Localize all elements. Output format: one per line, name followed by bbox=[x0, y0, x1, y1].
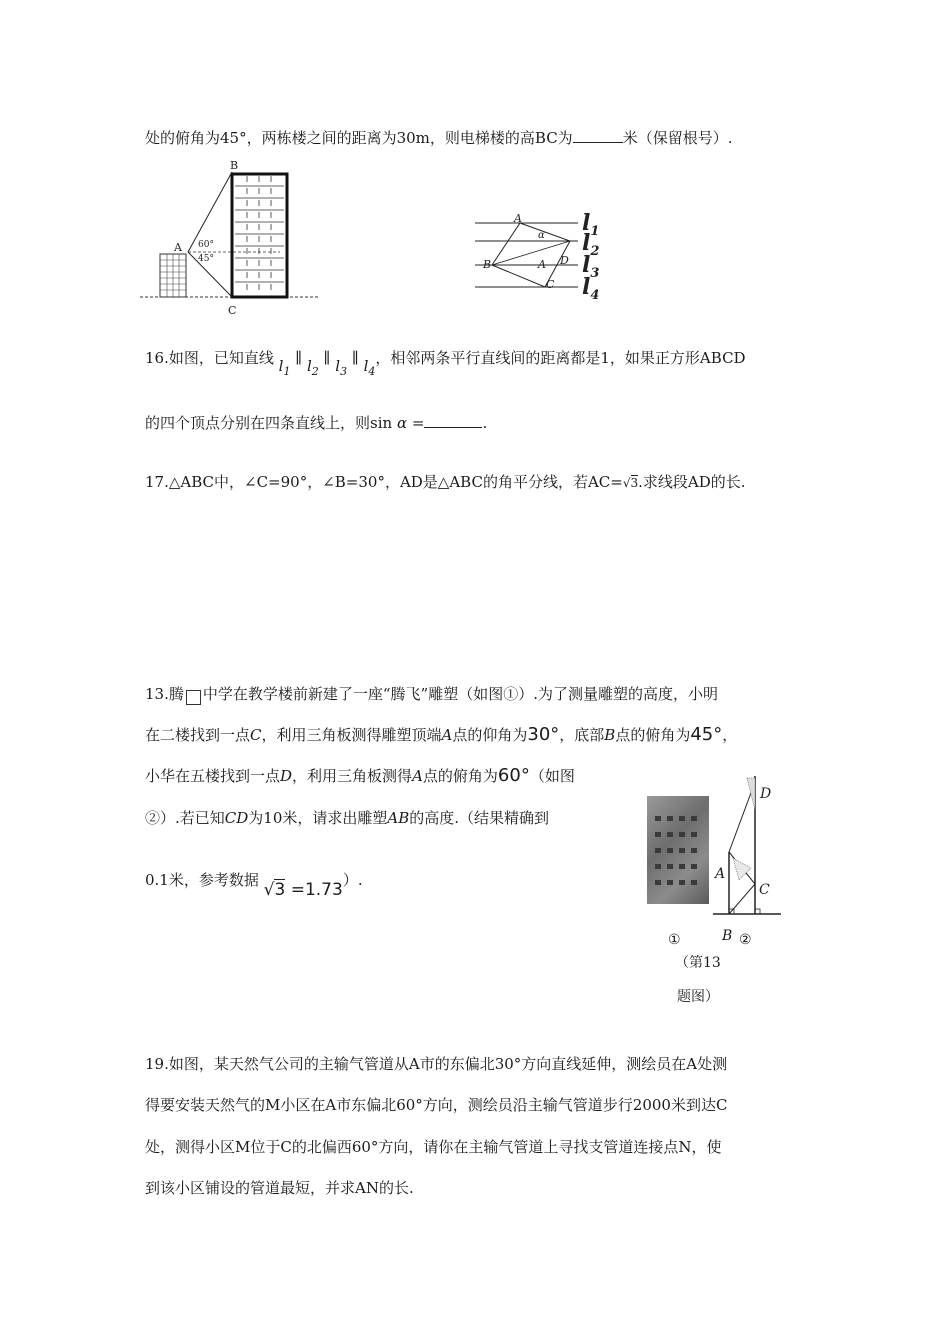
fig13-line-CB bbox=[729, 884, 755, 914]
q16-parallel-2: ∥ bbox=[323, 349, 331, 367]
q13-line1 bbox=[145, 684, 718, 705]
q16-line2 bbox=[145, 413, 487, 433]
q17-suffix: .求线段AD的长. bbox=[638, 473, 746, 491]
q15-suffix: 米（保留根号）. bbox=[622, 129, 733, 147]
q17-sqrt3: √3 bbox=[622, 476, 639, 490]
fig16-line-labels bbox=[582, 210, 599, 303]
q13-line3 bbox=[145, 766, 575, 786]
q13-l5a: 0.1米，参考数据 bbox=[145, 871, 259, 889]
q13-l5c: ）. bbox=[342, 871, 363, 889]
q13-l1a: 13.腾 bbox=[145, 685, 184, 703]
fig15-tall-building bbox=[232, 174, 287, 297]
fig16-diagonal bbox=[492, 241, 570, 265]
fig13-label-C: C bbox=[759, 882, 770, 898]
fig13-label-D: D bbox=[760, 786, 772, 802]
q19-line3: 处，测得小区M位于C的北偏西60°方向，请你在主输气管道上寻找支管道连接点N，使 bbox=[145, 1138, 722, 1156]
q16-alpha: α bbox=[396, 414, 408, 432]
fig16-l3: $l_3$ bbox=[582, 252, 600, 281]
q13-angle-60: 60° bbox=[497, 765, 530, 786]
fig16-label-A: A bbox=[514, 212, 522, 225]
q13-l2f: ， bbox=[722, 726, 738, 744]
fig16-label-D: D bbox=[560, 254, 569, 267]
fig16-label-C: C bbox=[546, 278, 555, 291]
q13-l3b: ，利用三角板测得 bbox=[292, 767, 413, 785]
fig16-l4: $l_4$ bbox=[582, 274, 600, 303]
q13-l2e: 点的俯角为 bbox=[615, 726, 691, 744]
q13-l2d: ，底部 bbox=[559, 726, 605, 744]
q16-sin: sin bbox=[370, 414, 393, 432]
q13-l1b: 中学在教学楼前新建了一座“腾飞”雕塑（如图①）.为了测量雕塑的高度，小明 bbox=[202, 685, 718, 703]
fig16-square bbox=[492, 223, 570, 287]
q13-l4b: 为10米，请求出雕塑 bbox=[248, 809, 388, 827]
q13-D: D bbox=[280, 767, 293, 785]
q13-angle-30: 30° bbox=[527, 724, 560, 745]
fig15-angle-45: 45° bbox=[198, 254, 214, 264]
sculpture-photo bbox=[647, 796, 709, 904]
fig16-label-B: B bbox=[483, 258, 492, 271]
fig15-label-A: A bbox=[174, 241, 182, 254]
q17-prefix: 17.△ABC中，∠C=90°，∠B=30°，AD是△ABC的角平分线，若AC= bbox=[145, 473, 623, 491]
fig15-label-C: C bbox=[228, 304, 237, 317]
fig13-caption-line2: 题图） bbox=[677, 989, 719, 1005]
q16-end: . bbox=[482, 414, 488, 432]
q15-answer-blank[interactable] bbox=[573, 142, 623, 143]
fig16-l1: $l_1$ bbox=[582, 210, 600, 239]
fig13-triangle-board-top bbox=[747, 778, 755, 810]
fig15-short-building-grid bbox=[160, 254, 186, 297]
q16-eq: = bbox=[407, 414, 425, 432]
q15-text bbox=[145, 128, 732, 148]
q13-line4 bbox=[145, 808, 549, 828]
q13-A2: A bbox=[412, 767, 423, 785]
q13-l3c: 点的俯角为 bbox=[422, 767, 498, 785]
q13-A: A bbox=[441, 726, 453, 744]
q13-B: B bbox=[604, 726, 616, 744]
q13-l3d: （如图 bbox=[529, 767, 575, 785]
q13-CD: CD bbox=[224, 809, 249, 827]
q19-line4: 到该小区铺设的管道最短，并求AN的长. bbox=[145, 1179, 414, 1197]
fig13-label-circ2: ② bbox=[739, 932, 752, 948]
fig15-buildings bbox=[140, 158, 320, 318]
fig13-label-circ1: ① bbox=[668, 932, 681, 948]
q16-l4: $l_4$ bbox=[363, 357, 376, 378]
q16-l1: $l_1$ bbox=[278, 357, 291, 378]
fig16-label-alpha: α bbox=[538, 230, 545, 241]
q16-prefix: 16.如图，已知直线 bbox=[145, 349, 274, 367]
q13-l4a: ②）.若已知 bbox=[145, 809, 225, 827]
fig16-label-A2: A bbox=[538, 258, 546, 271]
fig13-label-B: B bbox=[722, 928, 733, 944]
fig13-diagram bbox=[705, 770, 785, 920]
q13-l3a: 小华在五楼找到一点 bbox=[145, 767, 281, 785]
fig13-label-A: A bbox=[715, 866, 726, 882]
fig15-label-B: B bbox=[230, 159, 239, 172]
q13-l2b: ，利用三角板测得雕塑顶端 bbox=[261, 726, 442, 744]
q15-prefix: 处的俯角为45°，两栋楼之间的距离为30m，则电梯楼的高BC为 bbox=[145, 129, 573, 147]
q16-answer-blank[interactable] bbox=[424, 427, 482, 428]
q16-line1 bbox=[145, 348, 746, 378]
fig15-tall-building-grid bbox=[235, 176, 284, 295]
fig15-angle-60: 60° bbox=[198, 240, 214, 250]
q13-l4c: 的高度.（结果精确到 bbox=[409, 809, 550, 827]
q13-l2a: 在二楼找到一点 bbox=[145, 726, 251, 744]
q17-text bbox=[145, 472, 746, 493]
q16-l3: $l_3$ bbox=[335, 357, 348, 378]
q16-parallel-1: ∥ bbox=[295, 349, 303, 367]
q16-l2: $l_2$ bbox=[306, 357, 319, 378]
q19-line2: 得要安装天然气的M小区在A市东偏北60°方向，测绘员沿主输气管道步行2000米到达C bbox=[145, 1096, 728, 1114]
fig13-triangle-board-mid bbox=[733, 858, 751, 880]
q13-l2c: 点的仰角为 bbox=[452, 726, 528, 744]
fig16-parallel-lines bbox=[470, 208, 620, 303]
q13-angle-45: 45° bbox=[690, 724, 723, 745]
q13-placeholder-box bbox=[186, 690, 201, 705]
q13-line2 bbox=[145, 725, 737, 745]
q19-line1: 19.如图，某天然气公司的主输气管道从A市的东偏北30°方向直线延伸，测绘员在A处测 bbox=[145, 1055, 728, 1073]
fig16-l2: $l_2$ bbox=[582, 230, 600, 259]
fig13-caption-line1: （第13 bbox=[675, 955, 721, 971]
q16-line2-prefix: 的四个顶点分别在四条直线上，则 bbox=[145, 414, 371, 432]
q16-suffix: ，相邻两条平行直线间的距离都是1，如果正方形ABCD bbox=[375, 349, 746, 367]
q16-parallel-3: ∥ bbox=[351, 349, 359, 367]
q13-line5 bbox=[145, 870, 363, 900]
q13-sqrt-expr: √3 =1.73 bbox=[263, 880, 343, 900]
q13-C: C bbox=[250, 726, 262, 744]
q13-AB: AB bbox=[387, 809, 410, 827]
